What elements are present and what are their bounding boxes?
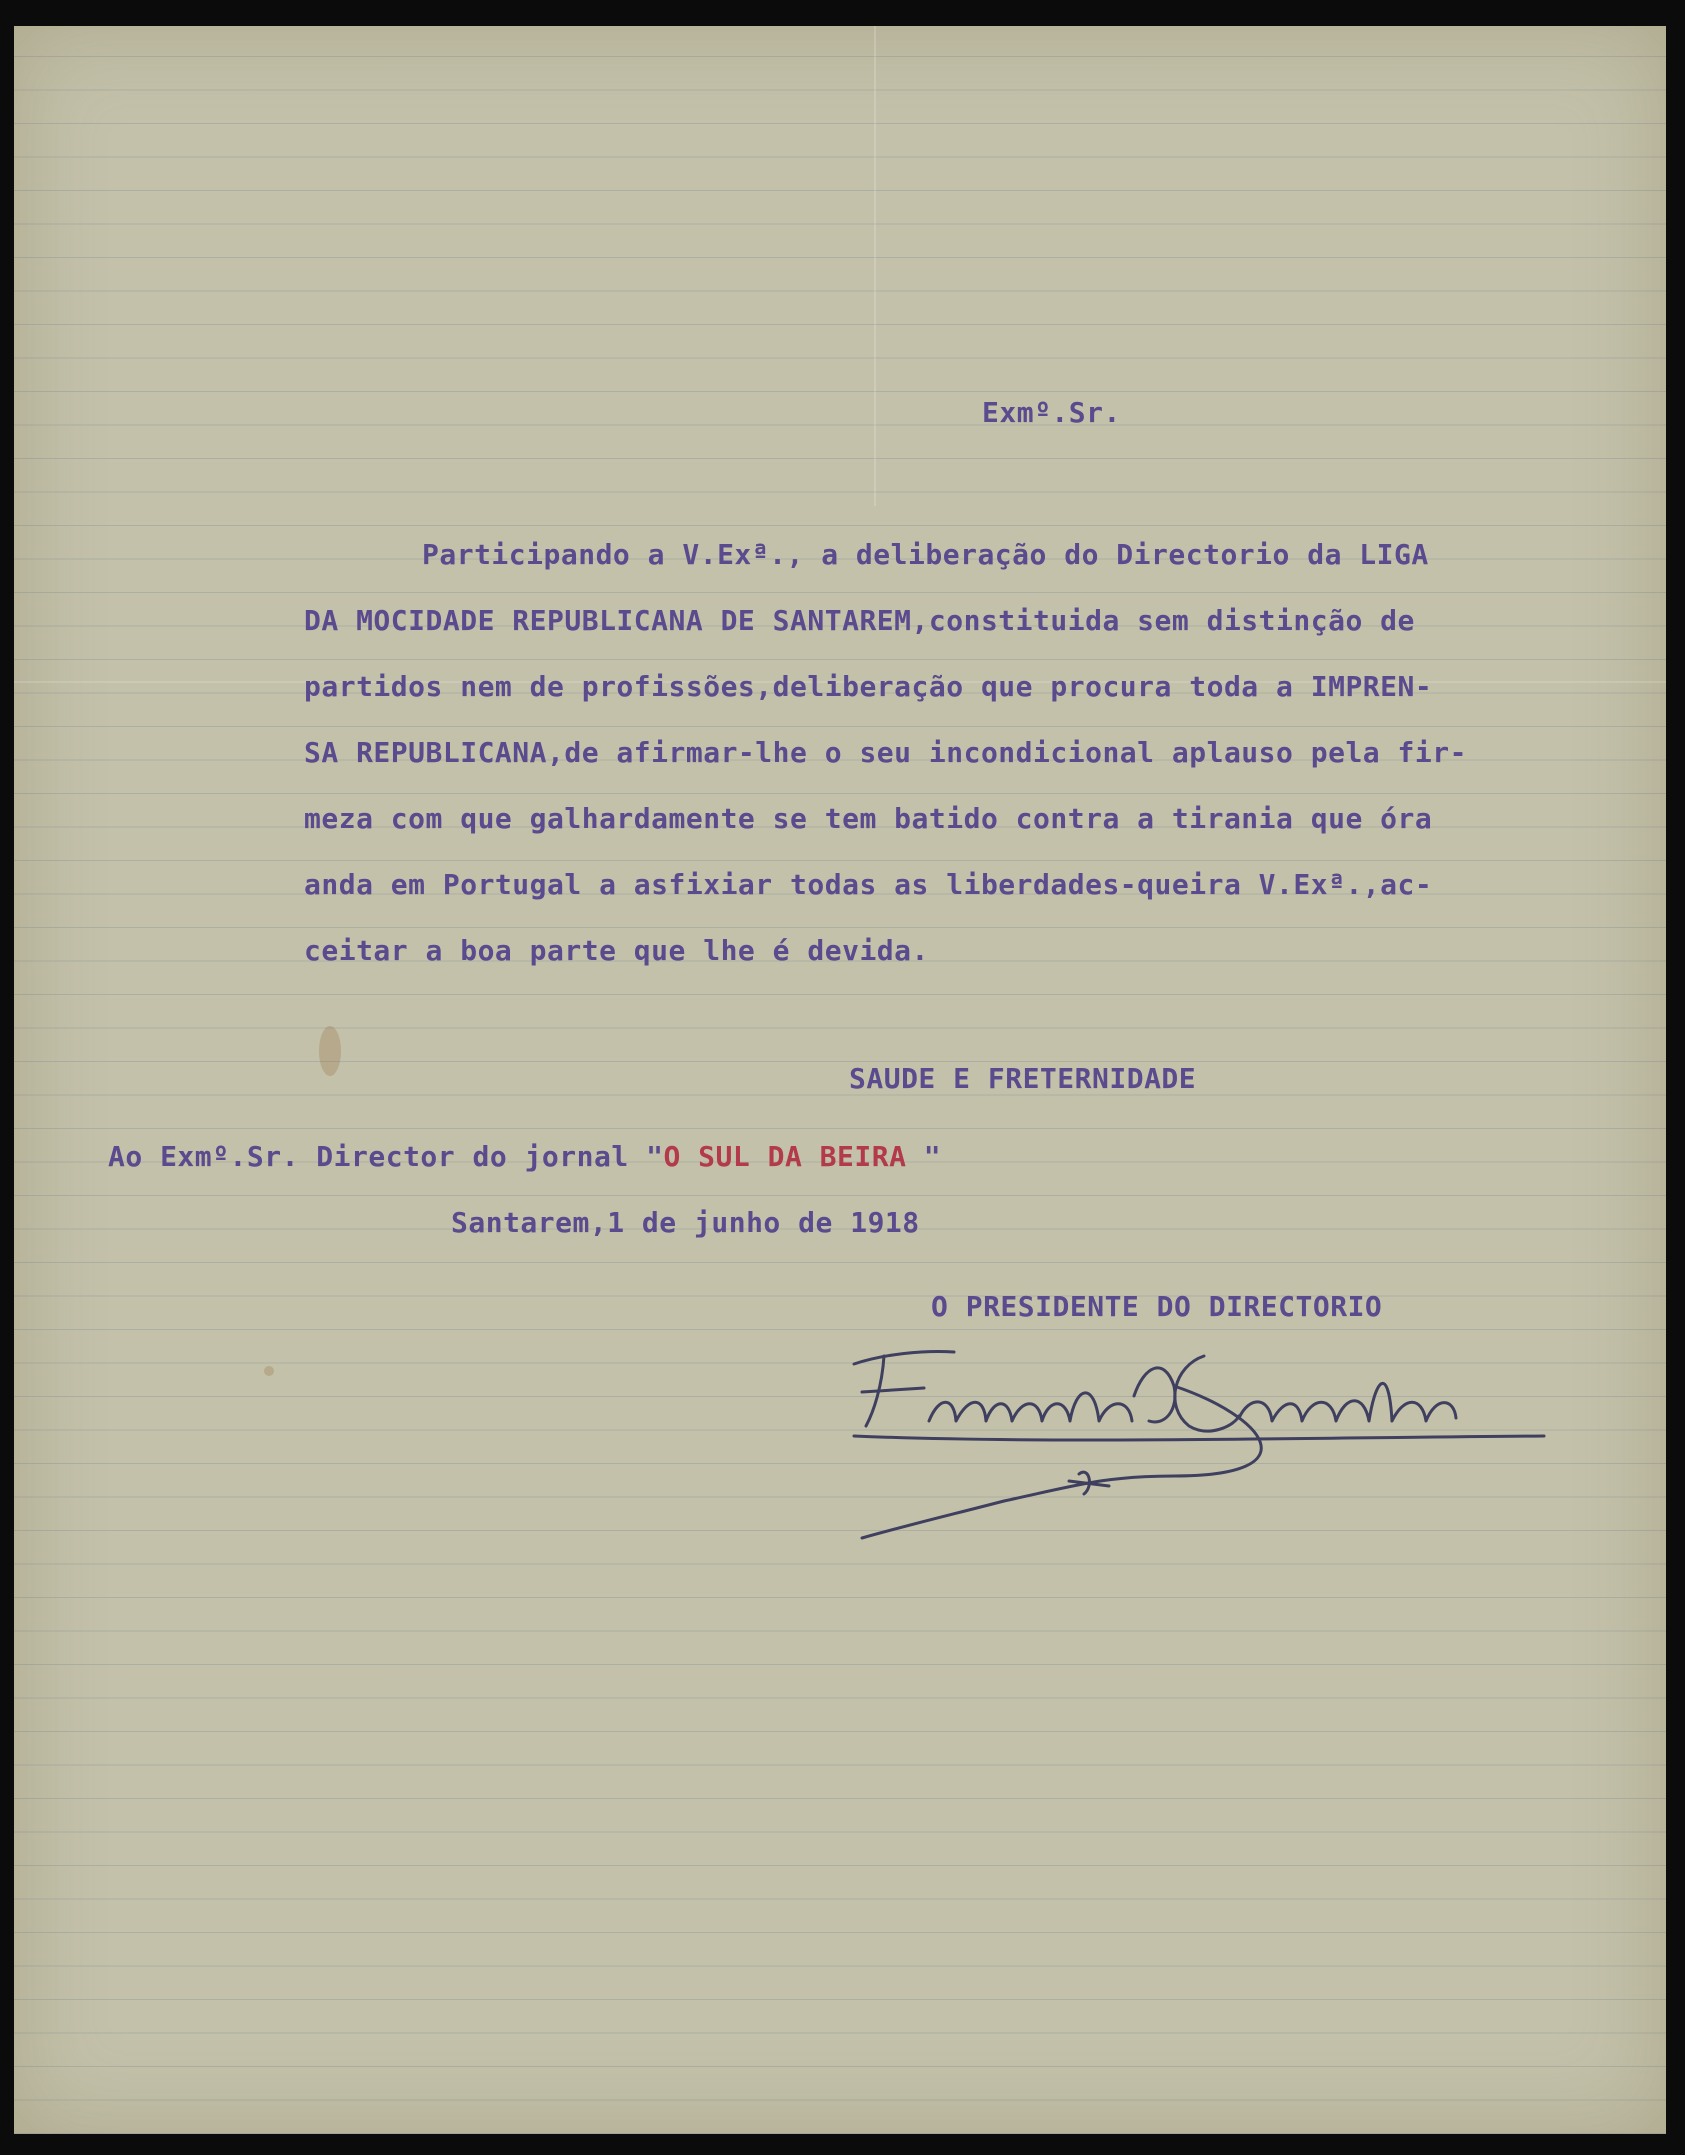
paper-fold-vertical [874, 26, 876, 506]
paper-stain [319, 1026, 341, 1076]
salutation: Exmº.Sr. [982, 396, 1121, 429]
closing-line: SAUDE E FRETERNIDADE [849, 1062, 1197, 1095]
addressee-suffix: " [906, 1140, 942, 1173]
place-date: Santarem,1 de junho de 1918 [451, 1206, 920, 1239]
body-line: anda em Portugal a asfixiar todas as liberdades-queira V.Exª.,ac- [304, 868, 1433, 901]
handwritten-signature [844, 1326, 1564, 1566]
body-line: partidos nem de profissões,deliberação que procura toda a IMPREN- [304, 670, 1433, 703]
body-line: ceitar a boa parte que lhe é devida. [304, 934, 929, 967]
addressee-prefix: Ao Exmº.Sr. Director do jornal " [108, 1140, 664, 1173]
body-line: SA REPUBLICANA,de afirmar-lhe o seu incondicional aplauso pela fir- [304, 736, 1467, 769]
paper-stain [264, 1366, 274, 1376]
body-line: Participando a V.Exª., a deliberação do Directorio da LIGA [422, 538, 1429, 571]
newspaper-name: O SUL DA BEIRA [663, 1140, 907, 1173]
body-line: DA MOCIDADE REPUBLICANA DE SANTAREM,constituida sem distinção de [304, 604, 1415, 637]
letter-page [14, 26, 1666, 2134]
addressee-line [108, 1140, 941, 1173]
signatory-title: O PRESIDENTE DO DIRECTORIO [931, 1290, 1383, 1323]
body-line: meza com que galhardamente se tem batido contra a tirania que óra [304, 802, 1433, 835]
